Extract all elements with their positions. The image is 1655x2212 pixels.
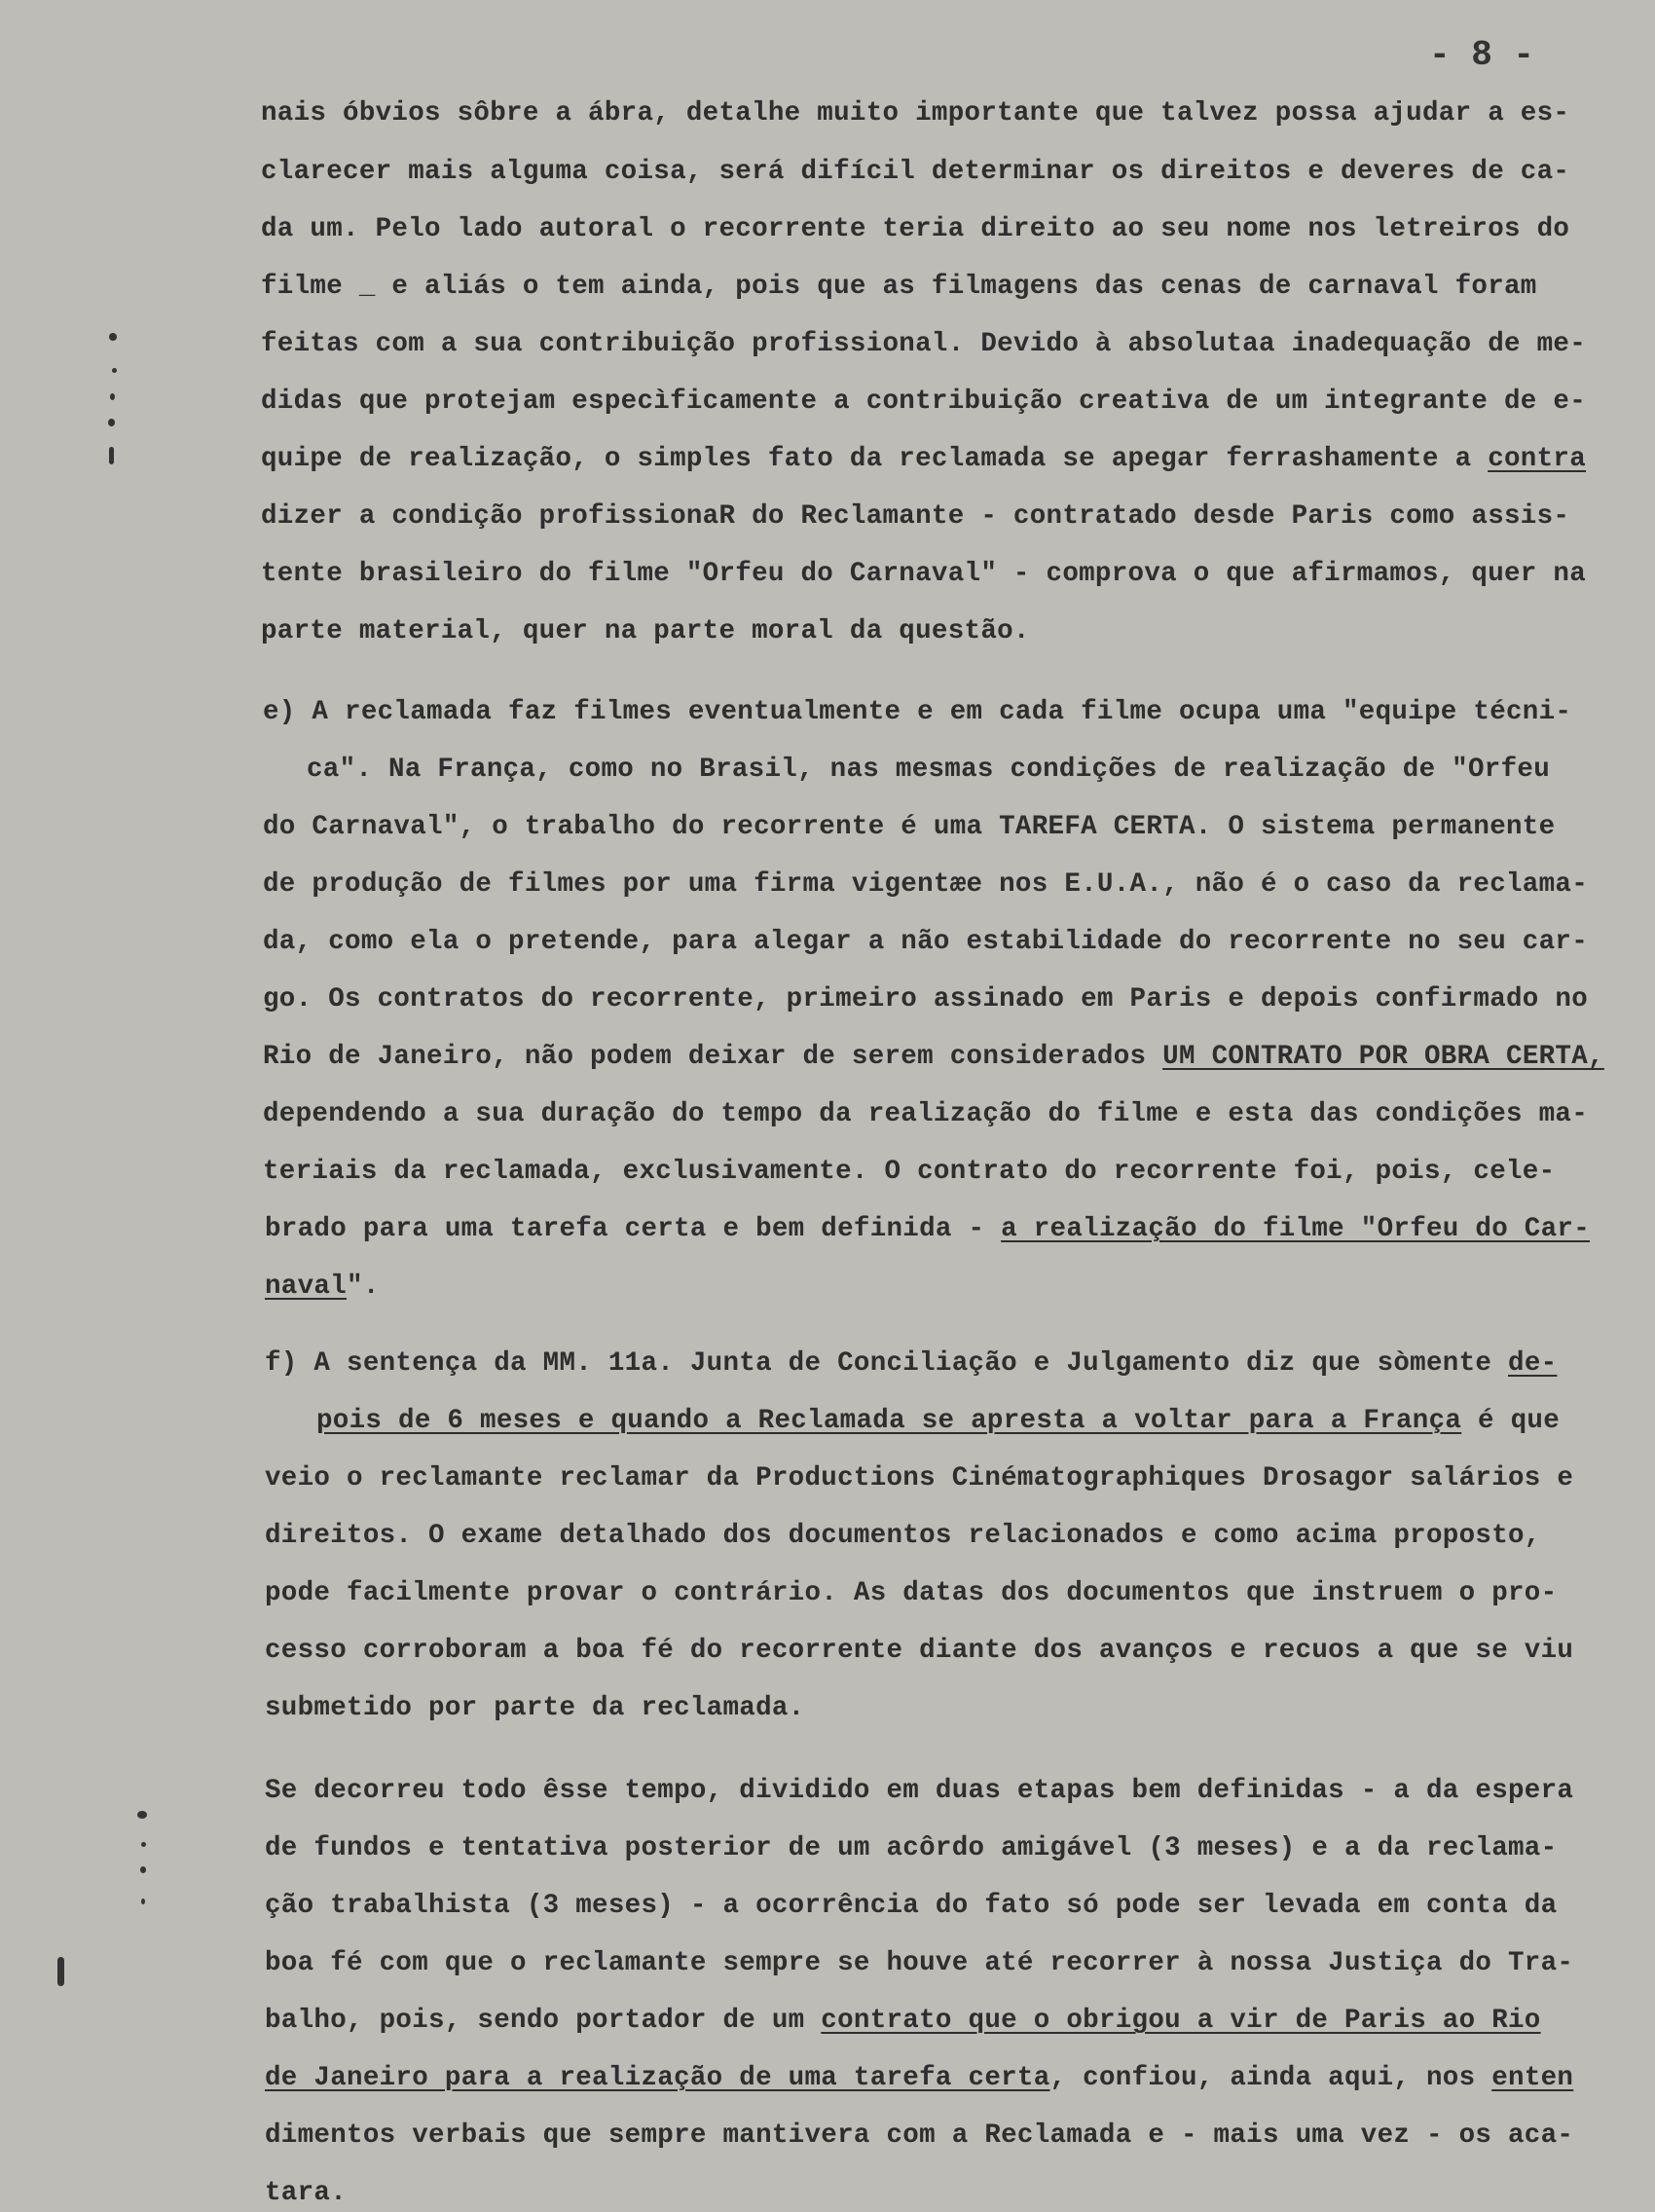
- item-f-line: [265, 1520, 1541, 1553]
- text-segment: é que: [1461, 1406, 1561, 1436]
- margin-mark: [57, 1957, 64, 1986]
- text-segment: boa fé com que o reclamante sempre se houve até recorrer à nossa Justiça do Tra-: [265, 1948, 1574, 1978]
- underlined-text: contrato que o obrigou a vir de Paris ao Rio: [821, 2006, 1541, 2036]
- paragraph-intro-line: [261, 328, 1586, 361]
- margin-mark: [140, 1866, 146, 1873]
- paragraph-intro-line: [261, 615, 1030, 648]
- item-e-line: [265, 1213, 1590, 1246]
- text-segment: do Carnaval", o trabalho do recorrente é uma TAREFA CERTA. O sistema permanente: [263, 812, 1556, 842]
- underlined-text: de Janeiro para a realização de uma tarefa certa: [265, 2063, 1050, 2093]
- paragraph-final-line: [265, 2005, 1541, 2038]
- item-f-line: [265, 1347, 1557, 1381]
- text-segment: nais óbvios sôbre a ábra, detalhe muito importante que talvez possa ajudar a es-: [261, 98, 1570, 129]
- text-segment: cesso corroboram a boa fé do recorrente diante dos avanços e recuos a que se viu: [265, 1636, 1574, 1666]
- text-segment: balho, pois, sendo portador de um: [265, 2006, 822, 2036]
- text-segment: e) A reclamada faz filmes eventualmente e em cada filme ocupa uma "equipe técni-: [263, 697, 1572, 727]
- item-e-line: [263, 926, 1588, 959]
- item-f-line: [265, 1462, 1573, 1495]
- paragraph-intro-line: [261, 500, 1569, 534]
- item-e-line: [307, 754, 1550, 787]
- text-segment: ".: [347, 1272, 380, 1302]
- margin-mark: [141, 1842, 146, 1847]
- text-segment: filme _ e aliás o tem ainda, pois que as filmagens das cenas de carnaval foram: [261, 272, 1537, 302]
- paragraph-final-line: [265, 1947, 1573, 1980]
- paragraph-intro-line: [261, 386, 1586, 419]
- text-segment: Rio de Janeiro, não podem deixar de serem considerados: [263, 1042, 1163, 1072]
- margin-mark: [112, 368, 117, 373]
- text-segment: de fundos e tentativa posterior de um acôrdo amigável (3 meses) e a da reclama-: [265, 1833, 1558, 1863]
- item-e-line: [263, 811, 1555, 844]
- paragraph-intro-line: [261, 213, 1569, 246]
- margin-mark: [109, 333, 117, 341]
- margin-mark: [137, 1811, 147, 1819]
- text-segment: go. Os contratos do recorrente, primeiro assinado em Paris e depois confirmado no: [263, 984, 1589, 1014]
- page-number: - 8 -: [1429, 35, 1535, 75]
- item-e-line: [265, 1271, 380, 1304]
- text-segment: teriais da reclamada, exclusivamente. O contrato do recorrente foi, pois, cele-: [263, 1157, 1556, 1187]
- paragraph-intro-line: [261, 97, 1569, 130]
- underlined-text: enten: [1491, 2063, 1574, 2093]
- text-segment: , confiou, ainda aqui, nos: [1049, 2063, 1492, 2093]
- underlined-text: a realização do filme "Orfeu do Car-: [1001, 1214, 1591, 1244]
- paragraph-intro-line: [261, 558, 1586, 591]
- underlined-text: UM CONTRATO POR OBRA CERTA,: [1162, 1042, 1604, 1072]
- text-segment: ca". Na França, como no Brasil, nas mesmas condições de realização de "Orfeu: [307, 755, 1551, 785]
- paragraph-final-line: [265, 1775, 1573, 1808]
- text-segment: Se decorreu todo êsse tempo, dividido em duas etapas bem definidas - a da espera: [265, 1776, 1574, 1806]
- paragraph-final-line: [265, 1890, 1557, 1923]
- text-segment: pode facilmente provar o contrário. As datas dos documentos que instruem o pro-: [265, 1578, 1558, 1608]
- text-segment: brado para uma tarefa certa e bem definida -: [265, 1214, 1002, 1244]
- text-segment: direitos. O exame detalhado dos documentos relacionados e como acima proposto,: [265, 1521, 1541, 1551]
- paragraph-final-line: [265, 1832, 1557, 1865]
- paragraph-intro-line: [261, 271, 1537, 304]
- item-e-line: [263, 868, 1588, 902]
- text-segment: feitas com a sua contribuição profissional. Devido à absolutaa inadequação de me-: [261, 329, 1587, 359]
- margin-mark: [109, 447, 114, 464]
- margin-mark: [108, 419, 115, 426]
- item-e-line: [263, 696, 1571, 729]
- text-segment: de produção de filmes por uma firma vigentæe nos E.U.A., não é o caso da reclama-: [263, 869, 1589, 900]
- paragraph-intro-line: [261, 156, 1569, 189]
- text-segment: tente brasileiro do filme "Orfeu do Carnaval" - comprova o que afirmamos, quer na: [261, 559, 1587, 589]
- item-f-line: [316, 1405, 1560, 1438]
- text-segment: da um. Pelo lado autoral o recorrente teria direito ao seu nome nos letreiros do: [261, 214, 1570, 244]
- margin-mark: [110, 393, 115, 400]
- text-segment: veio o reclamante reclamar da Productions Cinématographiques Drosagor salários e: [265, 1463, 1574, 1493]
- text-segment: ção trabalhista (3 meses) - a ocorrência do fato só pode ser levada em conta da: [265, 1891, 1558, 1921]
- text-segment: f) A sentença da MM. 11a. Junta de Conciliação e Julgamento diz que sòmente: [265, 1348, 1509, 1379]
- text-segment: dependendo a sua duração do tempo da realização do filme e esta das condições ma-: [263, 1099, 1589, 1129]
- margin-mark: [141, 1899, 145, 1904]
- item-f-line: [265, 1577, 1557, 1610]
- paragraph-final-line: [265, 2062, 1573, 2095]
- paragraph-final-line: [265, 2120, 1573, 2153]
- item-e-line: [263, 1041, 1604, 1074]
- text-segment: clarecer mais alguma coisa, será difícil determinar os direitos e deveres de ca-: [261, 157, 1570, 187]
- text-segment: submetido por parte da reclamada.: [265, 1693, 805, 1723]
- item-f-line: [265, 1692, 805, 1725]
- item-e-line: [263, 1156, 1555, 1189]
- item-f-line: [265, 1635, 1573, 1668]
- paragraph-intro-line: [261, 443, 1586, 476]
- underlined-text: naval: [265, 1272, 348, 1302]
- text-segment: dizer a condição profissionaR do Reclamante - contratado desde Paris como assis-: [261, 501, 1570, 532]
- paragraph-final-line: [265, 2177, 347, 2210]
- text-segment: da, como ela o pretende, para alegar a não estabilidade do recorrente no seu car-: [263, 927, 1589, 957]
- underlined-text: de-: [1508, 1348, 1558, 1379]
- text-segment: parte material, quer na parte moral da questão.: [261, 616, 1030, 646]
- text-segment: didas que protejam especìficamente a contribuição creativa de um integrante de e-: [261, 387, 1587, 417]
- text-segment: tara.: [265, 2178, 348, 2208]
- underlined-text: pois de 6 meses e quando a Reclamada se apresta a voltar para a França: [316, 1406, 1462, 1436]
- text-segment: dimentos verbais que sempre mantivera com a Reclamada e - mais uma vez - os aca-: [265, 2120, 1574, 2151]
- underlined-text: contra: [1488, 444, 1587, 474]
- text-segment: quipe de realização, o simples fato da reclamada se apegar ferrashamente a: [261, 444, 1489, 474]
- item-e-line: [263, 983, 1588, 1016]
- item-e-line: [263, 1098, 1588, 1131]
